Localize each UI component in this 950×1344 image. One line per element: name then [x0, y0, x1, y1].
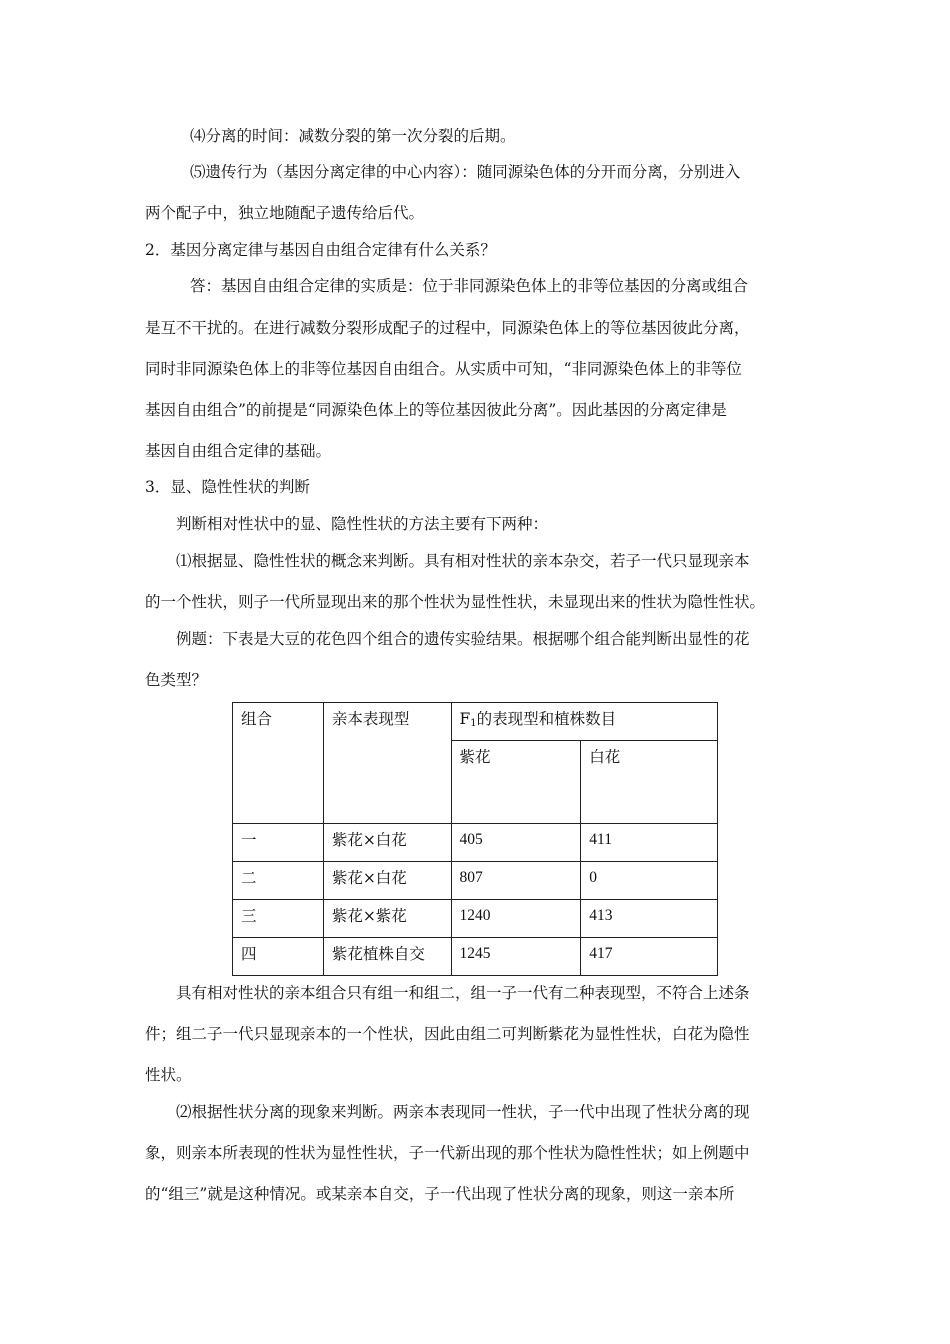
cell-white: 417 [581, 938, 718, 976]
answer-line-1: 答：基因自由组合定律的实质是：位于非同源染色体上的非等位基因的分离或组合 [190, 277, 749, 295]
header-group: 组合 [233, 703, 324, 824]
header-purple: 紫花 [451, 741, 581, 824]
method-1-line-1: ⑴根据显、隐性性状的概念来判断。具有相对性状的亲本杂交，若子一代只显现亲本 [176, 552, 750, 570]
header-white: 白花 [581, 741, 718, 824]
table-row [233, 900, 718, 938]
discussion-line-1: 具有相对性状的亲本组合只有组一和组二，组一子一代有二种表现型，不符合上述条 [176, 984, 750, 1002]
paragraph-separation-time: ⑷分离的时间：减数分裂的第一次分裂的后期。 [190, 127, 516, 145]
table-row [233, 862, 718, 900]
table-row [233, 824, 718, 862]
example-line-1: 例题：下表是大豆的花色四个组合的遗传实验结果。根据哪个组合能判断出显性的花 [176, 630, 750, 648]
answer-line-5: 基因自由组合定律的基础。 [145, 442, 332, 460]
cell-parents: 紫花植株自交 [323, 938, 451, 976]
method-2-line-2: 象，则亲本所表现的性状为显性性状，子一代新出现的那个性状为隐性性状；如上例题中 [145, 1144, 750, 1162]
answer-line-4: 基因自由组合”的前提是“同源染色体上的等位基因彼此分离”。因此基因的分离定律是 [145, 401, 727, 419]
cell-group: 二 [233, 862, 324, 900]
cell-purple: 405 [451, 824, 581, 862]
example-line-2: 色类型？ [145, 671, 208, 689]
heading-question-3: 3．显、隐性性状的判断 [145, 478, 310, 496]
cell-parents: 紫花×白花 [323, 862, 451, 900]
cell-purple: 1245 [451, 938, 581, 976]
paragraph-methods-intro: 判断相对性状中的显、隐性性状的方法主要有下两种： [176, 515, 549, 533]
paragraph-genetic-behavior: ⑸遗传行为（基因分离定律的中心内容）：随同源染色体的分开而分离，分别进入 [190, 163, 741, 181]
cell-purple: 1240 [451, 900, 581, 938]
heading-question-2: 2．基因分离定律与基因自由组合定律有什么关系？ [145, 241, 496, 259]
method-2-line-3: 的“组三”就是这种情况。或某亲本自交，子一代出现了性状分离的现象，则这一亲本所 [145, 1185, 735, 1203]
paragraph-genetic-behavior-cont: 两个配子中，独立地随配子遗传给后代。 [145, 204, 425, 222]
header-f1-phenotype: $F_1$的表现型和植株数目 [451, 703, 717, 741]
table-row [233, 938, 718, 976]
header-parent-phenotype: 亲本表现型 [323, 703, 451, 824]
cell-purple: 807 [451, 862, 581, 900]
answer-line-3: 同时非同源染色体上的非等位基因自由组合。从实质中可知，“非同源染色体上的非等位 [145, 360, 742, 378]
method-2-line-1: ⑵根据性状分离的现象来判断。两亲本表现同一性状，子一代中出现了性状分离的现 [176, 1103, 750, 1121]
discussion-line-2: 件；组二子一代只显现亲本的一个性状，因此由组二可判断紫花为显性性状，白花为隐性 [145, 1025, 750, 1043]
cell-parents: 紫花×紫花 [323, 900, 451, 938]
genetics-results-table [232, 702, 718, 976]
discussion-line-3: 性状。 [145, 1066, 192, 1084]
cell-white: 411 [581, 824, 718, 862]
method-1-line-2: 的一个性状，则子一代所显现出来的那个性状为显性性状，未显现出来的性状为隐性性状。 [145, 593, 766, 611]
answer-line-2: 是互不干扰的。在进行减数分裂形成配子的过程中，同源染色体上的等位基因彼此分离， [145, 319, 750, 337]
table-header-row [233, 703, 718, 741]
cell-group: 一 [233, 824, 324, 862]
cell-white: 413 [581, 900, 718, 938]
cell-white: 0 [581, 862, 718, 900]
cell-group: 三 [233, 900, 324, 938]
cell-parents: 紫花×白花 [323, 824, 451, 862]
cell-group: 四 [233, 938, 324, 976]
